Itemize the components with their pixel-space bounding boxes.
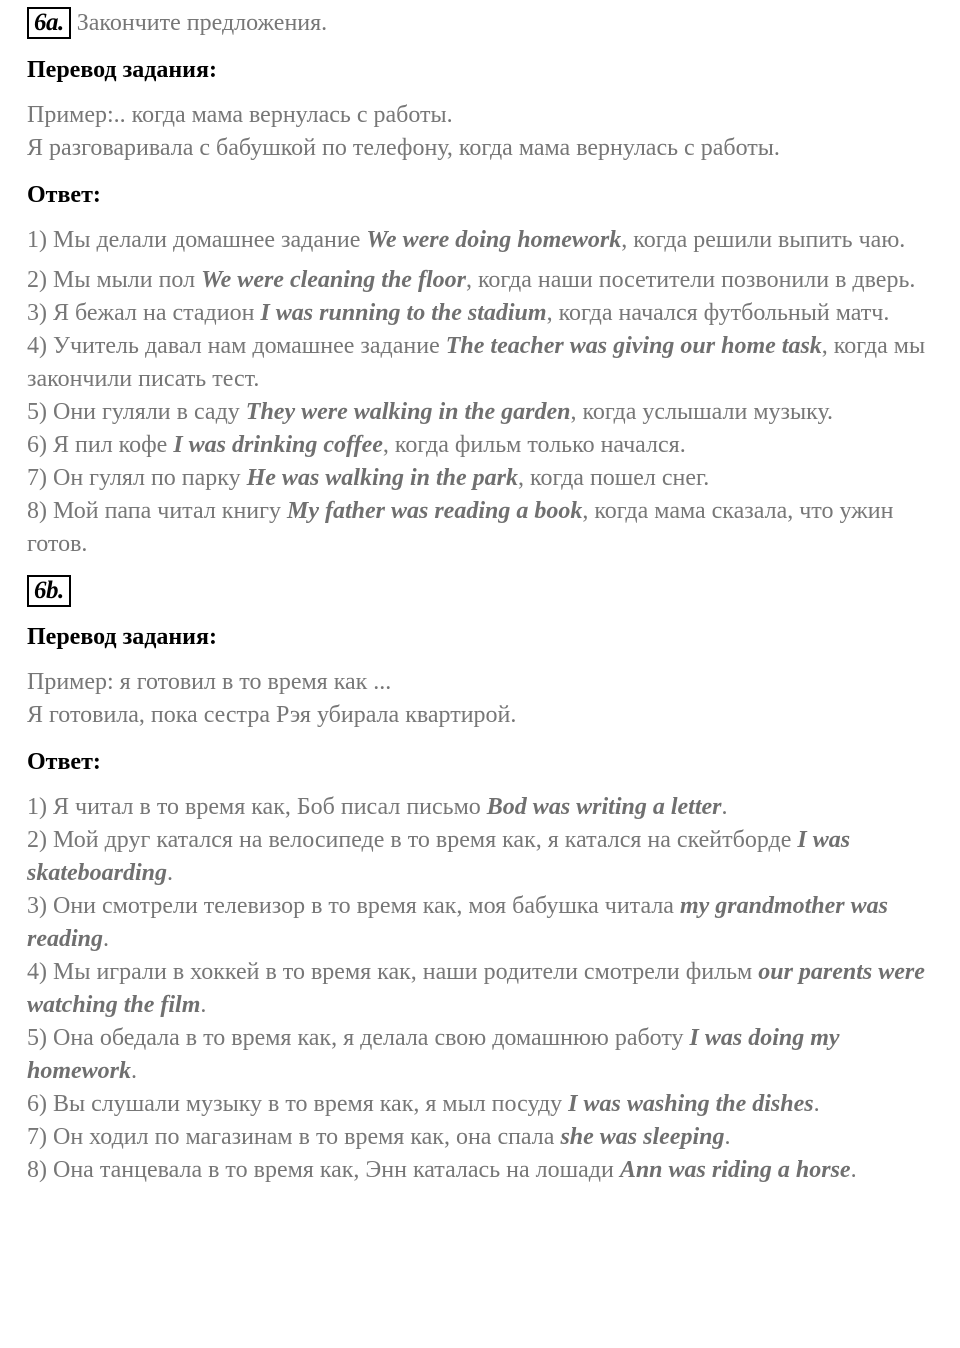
answer-item: 7) Он гулял по парку He was walking in the park, когда пошел снег. [27,465,710,491]
english-answer: We were doing homework [366,227,622,253]
answer-item: 2) Мы мыли пол We were cleaning the floor, когда наши посетители позвонили в дверь. [27,267,916,293]
english-answer: They were walking in the garden [245,399,571,425]
answer-item: 3) Я бежал на стадион I was running to the stadium, когда начался футбольный матч. [27,300,890,326]
example-line: Пример:.. когда мама вернулась с работы. [27,102,453,128]
task-6a-answer-heading: Ответ: [27,182,101,208]
answer-item: 8) Она танцевала в то время как, Энн каталась на лошади Ann was riding a horse. [27,1157,857,1183]
english-answer: my grandmother was reading [27,893,888,952]
answer-item: 5) Они гуляли в саду They were walking in the garden, когда услышали музыку. [27,399,834,425]
example-line: Я готовила, пока сестра Рэя убирала квартирой. [27,702,517,728]
task-6a-instruction: Закончите предложения. [76,10,328,36]
answer-item: 1) Мы делали домашнее задание We were doing homework, когда решили выпить чаю. [27,227,906,253]
english-answer: Bod was writing a letter [486,794,722,820]
example-line: Я разговаривала с бабушкой по телефону, когда мама вернулась с работы. [27,135,780,161]
task-6b-answer-heading: Ответ: [27,749,101,775]
task-6a-answer-list [27,224,927,561]
task-6a-translation-heading: Перевод задания: [27,57,217,83]
task-6b-answer-list [27,791,927,1187]
english-answer: she was sleeping [560,1124,725,1150]
task-6a-example [27,99,927,165]
answer-item: 8) Мой папа читал книгу My father was reading a book, когда мама сказала, что ужин готов. [27,498,894,557]
english-answer: I was skateboarding [27,827,851,886]
english-answer: I was drinking coffee [173,432,383,458]
task-6b-badge: 6b. [27,575,71,607]
answer-item: 6) Я пил кофе I was drinking coffee, когда фильм только начался. [27,432,686,458]
english-answer: The teacher was giving our home task [445,333,822,359]
task-6b-translation-heading: Перевод задания: [27,624,217,650]
task-6a-badge: 6a. [27,7,71,39]
english-answer: I was washing the dishes [568,1091,814,1117]
english-answer: We were cleaning the floor [201,267,466,293]
english-answer: I was doing my homework [27,1025,840,1084]
answer-item: 2) Мой друг катался на велосипеде в то время как, я катался на скейтборде I was skateboarding. [27,827,851,886]
answer-item: 1) Я читал в то время как, Боб писал письмо Bod was writing a letter. [27,794,728,820]
english-answer: I was running to the stadium [260,300,547,326]
document-page [27,6,927,1187]
task-6b-example [27,666,927,732]
english-answer: Ann was riding a horse [619,1157,851,1183]
answer-item: 4) Учитель давал нам домашнее задание The teacher was giving our home task, когда мы закончили писать тест. [27,333,926,392]
answer-item: 6) Вы слушали музыку в то время как, я мыл посуду I was washing the dishes. [27,1091,820,1117]
answer-item: 3) Они смотрели телевизор в то время как, моя бабушка читала my grandmother was reading. [27,893,888,952]
english-answer: He was walking in the park [246,465,518,491]
answer-item: 5) Она обедала в то время как, я делала свою домашнюю работу I was doing my homework. [27,1025,840,1084]
answer-item: 4) Мы играли в хоккей в то время как, наши родители смотрели фильм our parents were watching the film. [27,959,925,1018]
task-6b-header [27,575,927,607]
example-line: Пример: я готовил в то время как ... [27,669,392,695]
english-answer: our parents were watching the film [27,959,925,1018]
task-6a-header [27,6,927,40]
english-answer: My father was reading a book [286,498,583,524]
answer-item: 7) Он ходил по магазинам в то время как, она спала she was sleeping. [27,1124,731,1150]
